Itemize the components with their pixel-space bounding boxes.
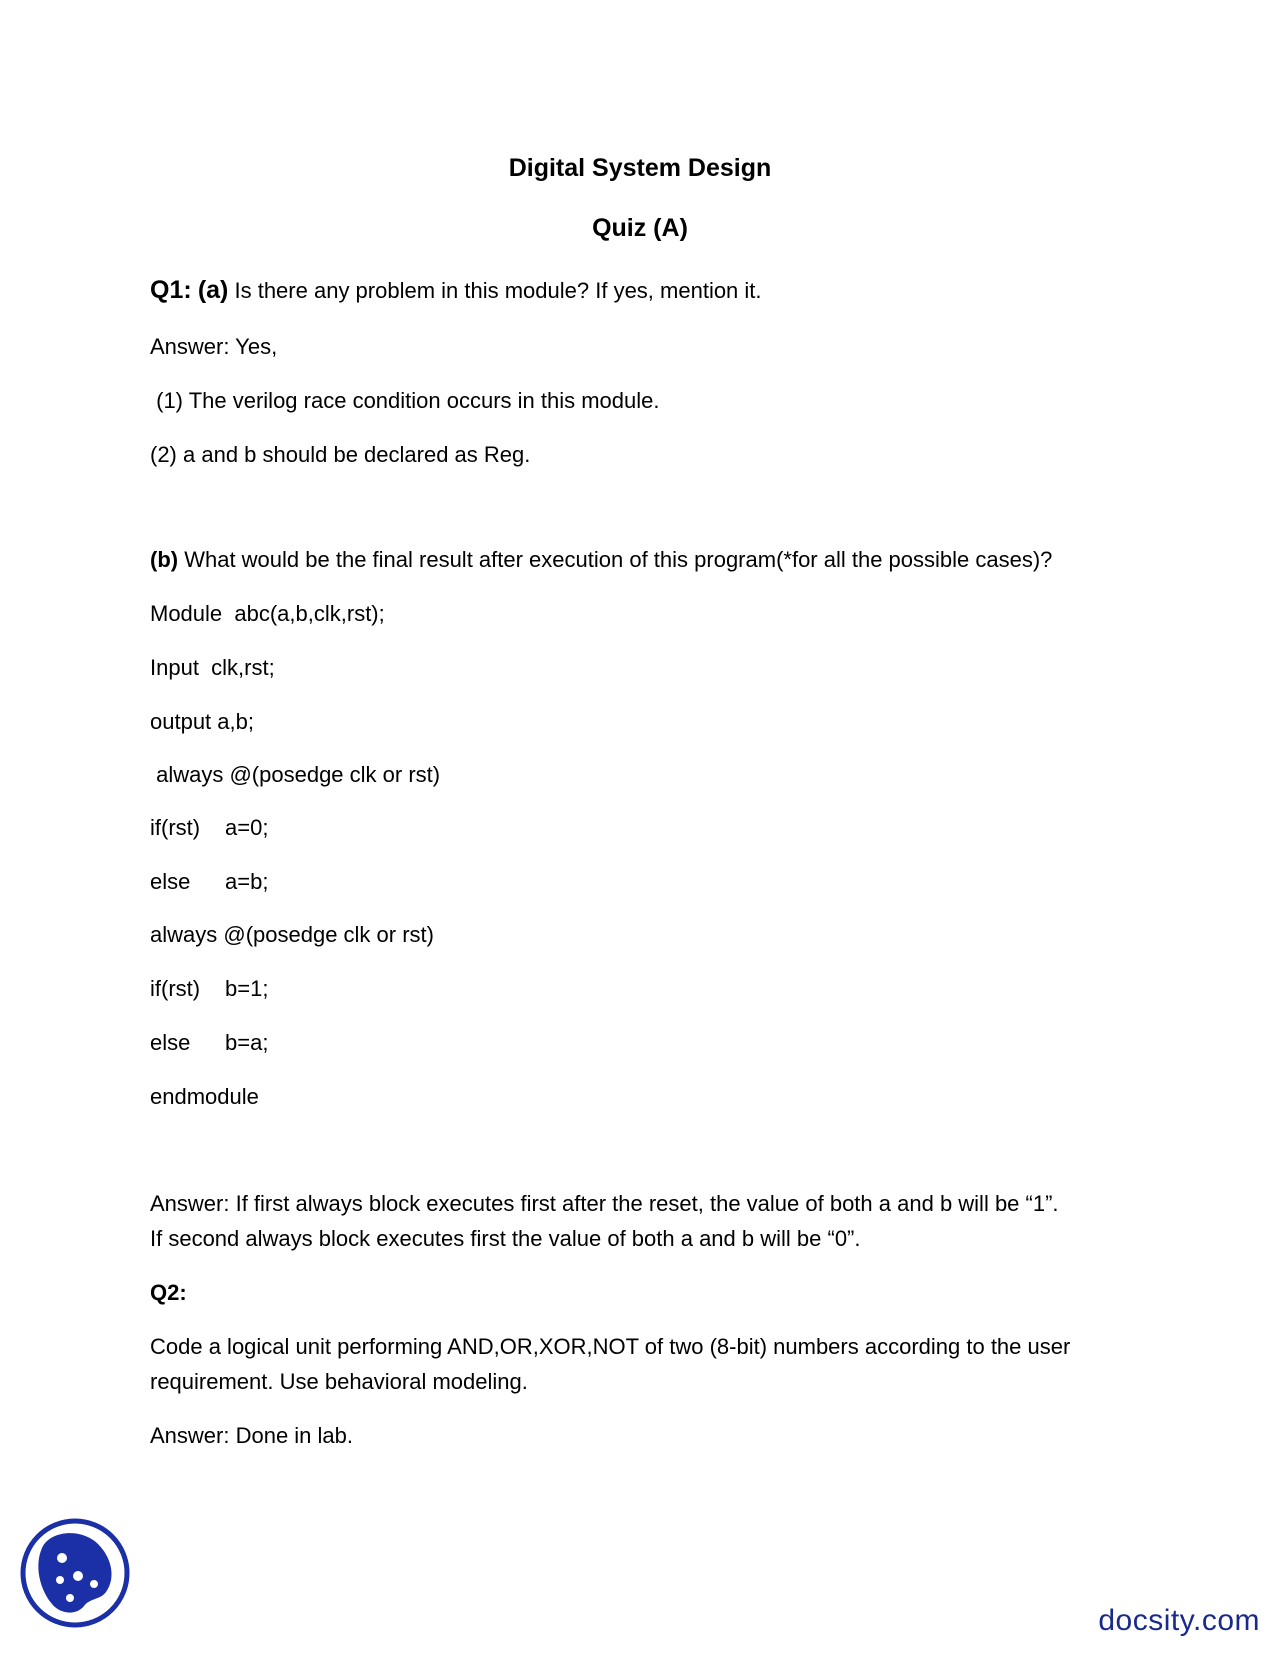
code-line-else-b (150, 1029, 268, 1057)
q1-answer-point-2: (2) a and b should be declared as Reg. (150, 442, 531, 467)
quiz-title: Quiz (A) (592, 214, 688, 242)
q1-label: Q1: (150, 276, 192, 304)
code-line-else-a (150, 868, 268, 896)
q1-answer-intro: Answer: Yes, (150, 334, 278, 359)
code-keyword: if(rst) (150, 815, 201, 840)
code-statement: b=1; (225, 976, 269, 1001)
code-keyword: else (150, 869, 191, 894)
q2-label-text: Q2: (150, 1280, 187, 1305)
code-line-output: output a,b; (150, 709, 254, 734)
q1-part-b-text: What would be the final result after execution of this program(*for all the possible cases)? (178, 547, 1053, 572)
code-statement: b=a; (225, 1030, 269, 1055)
code-line-input: Input clk,rst; (150, 655, 275, 680)
q1-part-a-label: (a) (197, 276, 229, 304)
code-statement: a=b; (225, 869, 269, 894)
code-line-endmodule: endmodule (150, 1084, 259, 1109)
q1-answer-point-1: (1) The verilog race condition occurs in this module. (150, 388, 660, 413)
code-keyword: if(rst) (150, 976, 201, 1001)
docsity-logo-icon[interactable] (20, 1518, 130, 1628)
code-line-if-a (150, 814, 268, 842)
q1-question-b (150, 546, 1052, 574)
q1-part-a-text: Is there any problem in this module? If yes, mention it. (228, 278, 762, 303)
q2-text-line-1: Code a logical unit performing AND,OR,XOR,NOT of two (8-bit) numbers according to the user (150, 1334, 1071, 1359)
q1-question-a (150, 276, 762, 305)
code-line-module: Module abc(a,b,clk,rst); (150, 601, 385, 626)
code-line-always-1: always @(posedge clk or rst) (150, 762, 441, 787)
q2-answer: Answer: Done in lab. (150, 1423, 353, 1448)
code-statement: a=0; (225, 815, 269, 840)
code-line-if-b (150, 975, 268, 1003)
docsity-brand-link[interactable]: docsity.com (1098, 1604, 1260, 1637)
q1-part-b-label: (b) (150, 547, 179, 572)
code-line-always-2: always @(posedge clk or rst) (150, 922, 434, 947)
q2-label (150, 1279, 187, 1307)
q1-answer-b-line-1: Answer: If first always block executes first after the reset, the value of both a and b will be “1”. (150, 1191, 1059, 1216)
q2-text-line-2: requirement. Use behavioral modeling. (150, 1369, 528, 1394)
course-title: Digital System Design (508, 154, 772, 182)
code-keyword: else (150, 1030, 191, 1055)
q1-answer-b-line-2: If second always block executes first the value of both a and b will be “0”. (150, 1226, 861, 1251)
